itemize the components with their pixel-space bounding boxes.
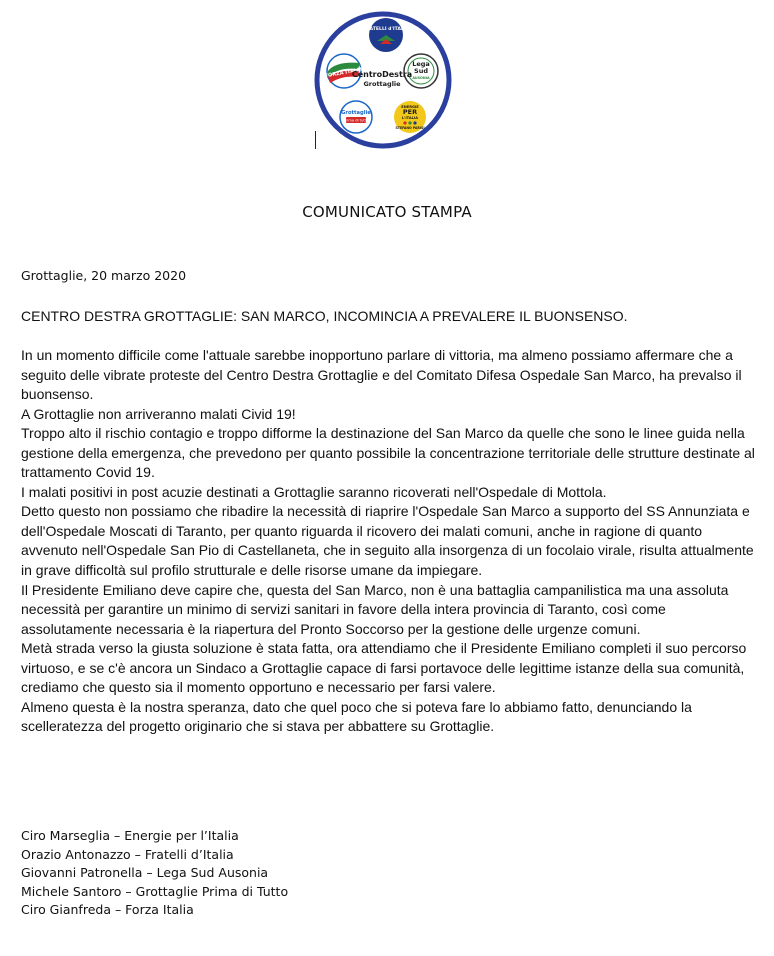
signatory: Michele Santoro – Grottaglie Prima di Tutto	[21, 883, 289, 899]
body-paragraph: Detto questo non possiamo che ribadire la necessità di riaprire l'Ospedale San Marco a supporto del SS Annunziata e dell'Ospedale Moscati di Taranto, per quanto riguarda il ricovero dei malati comuni, anche in ragione di quanto avvenuto nell'Ospedale San Pio di Castellaneta, che in seguito alla insorgenza di un focolaio virale, risulta attualmente in grave difficoltà sul profilo strutturale e delle risorse umane da impiegare.	[21, 503, 754, 579]
body-paragraph: Almeno questa è la nostra speranza, dato che quel poco che si poteva fare lo abbiamo fatto, denunciando la scelleratezza del progetto originario che si stava per abbattere su Grottaglie.	[21, 698, 692, 735]
energie-label-3: L'ITALIA	[401, 116, 419, 120]
grottaglie-label-2: prima di tutto	[343, 118, 369, 123]
fdi-badge-label: FRATELLI d'ITALIA	[362, 27, 410, 32]
logo-center-text: CentroDestra	[351, 70, 413, 79]
body-paragraph: In un momento difficile come l'attuale sarebbe inopportuno parlare di vittoria, ma almeno possiamo affermare che a seguito delle vibrate proteste del Centro Destra Grottaglie e del Comitato Difesa Ospedale San Marco, ha prevalso il buonsenso.	[21, 347, 742, 403]
signatories-list	[21, 827, 288, 920]
energie-badge	[394, 101, 426, 133]
energie-label-1: ENERGIE	[401, 105, 419, 109]
document-date: Grottaglie, 20 marzo 2020	[21, 268, 187, 283]
energie-label-4: STEFANO PARISI	[395, 126, 425, 130]
document-body	[21, 346, 759, 737]
coalition-logo	[314, 11, 452, 149]
body-paragraph: Metà strada verso la giusta soluzione è stata fatta, ora attendiamo che il Presidente Emiliano completi il suo percorso virtuoso, e se c'è ancora un Sindaco a Grottaglie capace di farsi portavoce delle legittime istanze della sua comunità, crediamo che questo sia il momento opportuno e necessario per farsi valere.	[21, 640, 747, 696]
lega-label-1: Lega	[412, 60, 430, 68]
grottaglie-label-1: Grottaglie	[341, 110, 371, 116]
body-paragraph: Troppo alto il rischio contagio e troppo difforme la destinazione del San Marco da quelle che sono le linee guida nella gestione della emergenza, che prevedono per quanto possibile la concentrazione territoriale delle strutture destinate al trattamento Covid 19.	[21, 425, 755, 481]
body-paragraph: Il Presidente Emiliano deve capire che, questa del San Marco, non è una battaglia campanilistica ma una assoluta necessità per garantire un minimo di servizi sanitari in favore della intera provincia di Taranto, così come assolutamente necessaria è la riapertura del Pronto Soccorso per la gestione delle urgenze comuni.	[21, 581, 729, 637]
body-paragraph: A Grottaglie non arriveranno malati Civid 19!	[21, 405, 296, 422]
body-paragraph: I malati positivi in post acuzie destinati a Grottaglie saranno ricoverati nell'Ospedale di Mottola.	[21, 483, 607, 500]
grottaglie-badge	[340, 101, 372, 133]
document-headline: CENTRO DESTRA GROTTAGLIE: SAN MARCO, INCOMINCIA A PREVALERE IL BUONSENSO.	[21, 308, 628, 324]
lega-label-3: AUSONIA	[412, 76, 430, 80]
forza-italia-label: FORZA ITALIA	[324, 66, 364, 80]
document-title: COMUNICATO STAMPA	[302, 203, 472, 221]
text-cursor	[315, 131, 316, 149]
energie-label-2: PER	[402, 108, 418, 116]
signatory: Ciro Gianfreda – Forza Italia	[21, 902, 194, 917]
signatory: Giovanni Patronella – Lega Sud Ausonia	[21, 865, 269, 880]
logo-center-subtext: Grottaglie	[363, 80, 401, 88]
signatory: Orazio Antonazzo – Fratelli d’Italia	[21, 846, 234, 862]
lega-label-2: Sud	[414, 67, 428, 75]
signatory: Ciro Marseglia – Energie per l’Italia	[21, 828, 239, 843]
